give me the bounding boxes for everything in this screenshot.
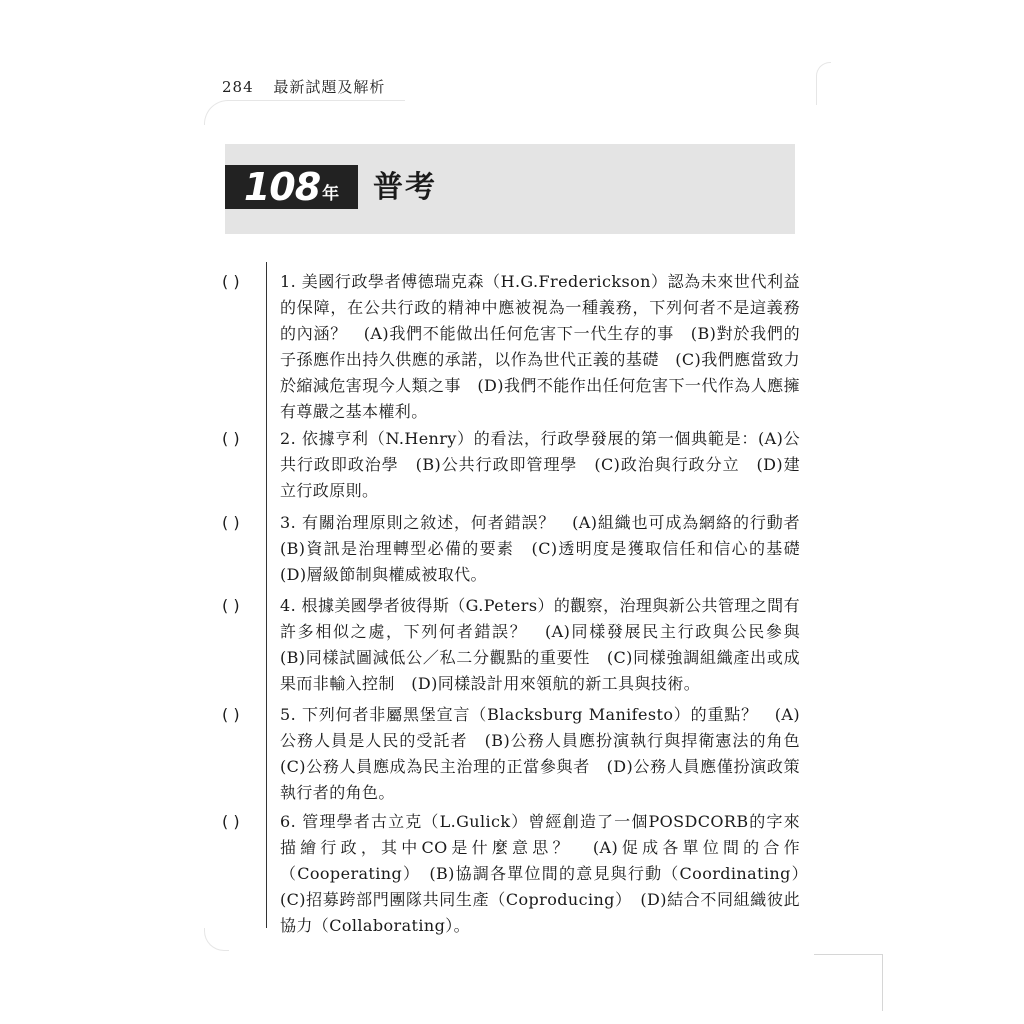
answer-column-divider [266, 262, 267, 928]
answer-blank[interactable]: ( ) [222, 429, 240, 448]
question-text: 5. 下列何者非屬黑堡宣言（Blacksburg Manifesto）的重點？ (A)公務人員是人民的受託者 (B)公務人員應扮演執行與捍衛憲法的角色 (C)公務人員應成為民主治理的正當參與者 (D)公務人員應僅扮演政策執行者的角色。 [280, 705, 817, 802]
answer-blank[interactable]: ( ) [222, 705, 240, 724]
crop-mark-bottom-right [814, 954, 883, 1011]
question-text: 3. 有關治理原則之敘述，何者錯誤？ (A)組織也可成為網絡的行動者 (B)資訊是治理轉型必備的要素 (C)透明度是獲取信任和信心的基礎 (D)層級節制與權威被取代。 [280, 513, 817, 584]
header-decorative-rule [204, 100, 405, 125]
question-text: 6. 管理學者古立克（L.Gulick）曾經創造了一個POSDCORB的字來描繪行政，其中CO是什麼意思？ (A)促成各單位間的合作（Cooperating） (B)協調各單位間的意見與行動（Coordinating） (C)招募跨部門團隊共同生產（Coproducing） (D)結合不同組織彼此協力（Collaborating）。 [280, 812, 817, 935]
question-text: 2. 依據亨利（N.Henry）的看法，行政學發展的第一個典範是：(A)公共行政即政治學 (B)公共行政即管理學 (C)政治與行政分立 (D)建立行政原則。 [280, 429, 800, 500]
question-text: 4. 根據美國學者彼得斯（G.Peters）的觀察，治理與新公共管理之間有許多相似之處，下列何者錯誤？ (A)同樣發展民主行政與公民參與 (B)同樣試圖減低公／私二分觀點的重要性 (C)同樣強調組織產出或成果而非輸入控制 (D)同樣設計用來領航的新工具與技術。 [280, 596, 817, 693]
question-text: 1. 美國行政學者傅德瑞克森（H.G.Frederickson）認為未來世代利益的保障，在公共行政的精神中應被視為一種義務，下列何者不是這義務的內涵？ (A)我們不能做出任何危害下一代生存的事 (B)對於我們的子孫應作出持久供應的承諾，以作為世代正義的基礎 (C)我們應當致力於縮減危害現今人類之事 (D)我們不能作出任何危害下一代作為人應擁有尊嚴之基本權利。 [280, 272, 800, 421]
running-title: 最新試題及解析 [273, 78, 386, 96]
answer-blank[interactable]: ( ) [222, 596, 240, 615]
corner-decoration-top-right [816, 62, 831, 105]
answer-blank[interactable]: ( ) [222, 812, 240, 831]
exam-title-band [225, 144, 795, 234]
corner-decoration-bottom-left [204, 928, 229, 951]
year-number: 108 [243, 165, 321, 209]
page-number: 284 [222, 78, 254, 96]
answer-blank[interactable]: ( ) [222, 513, 240, 532]
exam-name: 普考 [373, 170, 437, 205]
answer-blank[interactable]: ( ) [222, 272, 240, 291]
page-header [222, 76, 385, 97]
year-suffix: 年 [322, 184, 340, 204]
year-block [225, 165, 358, 209]
